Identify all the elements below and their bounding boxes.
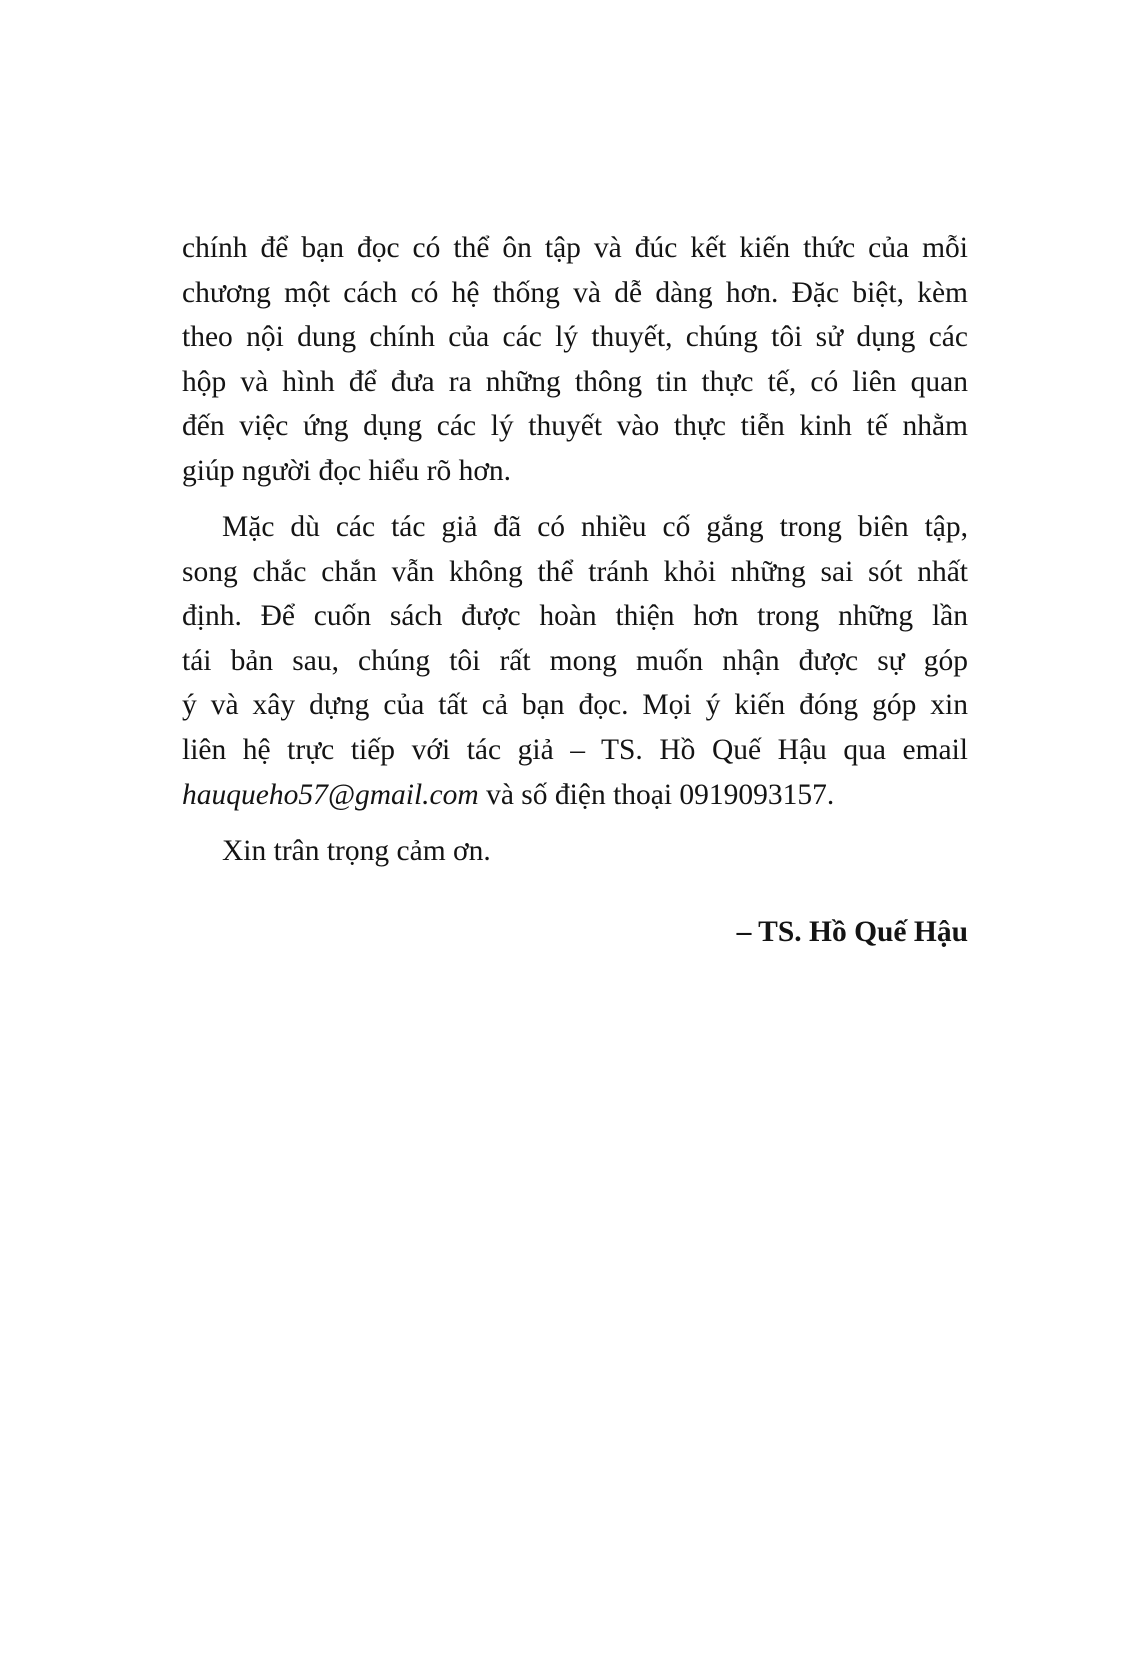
text-line: liên hệ trực tiếp với tác giả – TS. Hồ Quế Hậu qua email [182,734,968,767]
text-line: chương một cách có hệ thống và dễ dàng hơn. Đặc biệt, kèm [182,276,968,309]
author-signature: – TS. Hồ Quế Hậu [736,916,968,948]
text-line: theo nội dung chính của các lý thuyết, chúng tôi sử dụng các [182,321,968,354]
body-text [182,226,968,873]
text-line: đến việc ứng dụng các lý thuyết vào thực tiễn kinh tế nhằm [182,410,968,443]
text-line: song chắc chắn vẫn không thể tránh khỏi những sai sót nhất [182,555,968,588]
text-line: hộp và hình để đưa ra những thông tin thực tế, có liên quan [182,365,968,398]
text-line: Mặc dù các tác giả đã có nhiều cố gắng trong biên tập, [222,511,968,544]
text-line: chính để bạn đọc có thể ôn tập và đúc kết kiến thức của mỗi [182,232,968,264]
paragraph-1 [182,226,968,494]
text-line [182,773,968,818]
text-line: định. Để cuốn sách được hoàn thiện hơn trong những lần [182,600,968,633]
closing-text: Xin trân trọng cảm ơn. [222,834,491,867]
text-line: ý và xây dựng của tất cả bạn đọc. Mọi ý kiến đóng góp xin [182,689,968,722]
email-address: hauqueho57@gmail.com [182,778,479,811]
paragraph-2 [182,505,968,817]
text-line: tái bản sau, chúng tôi rất mong muốn nhận được sự góp [182,644,968,677]
text-line: giúp người đọc hiểu rõ hơn. [182,454,512,487]
paragraph-3 [182,829,968,874]
phone-text: và số điện thoại 0919093157. [478,778,835,811]
